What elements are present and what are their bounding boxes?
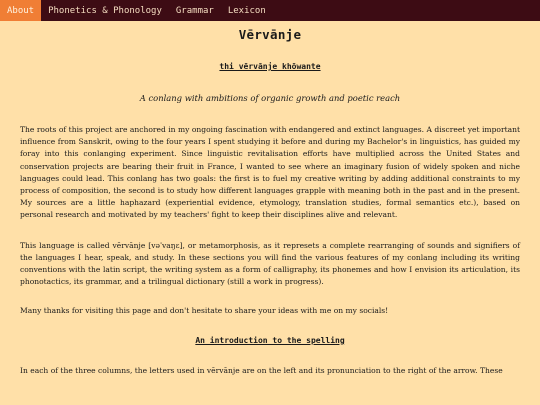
spelling-section-heading: An introduction to the spelling bbox=[195, 335, 345, 345]
main-content bbox=[0, 27, 540, 377]
language-name-paragraph: This language is called vērvānje [vəˈvaŋɛ], or metamorphosis, as it represets a complete rearranging of sounds and signifiers of the languages I hear, speak, and study. In these sections you will find the various features of my conlang including its writing conventions with the latin script, the writing system as a form of calligraphy, its phonemes and how I envision its articulation, its phonotactics, its grammar, and a trilingual dictionary (still a work in progress). bbox=[20, 240, 520, 287]
nav-tab-grammar[interactable]: Grammar bbox=[175, 5, 214, 16]
spelling-intro-paragraph: In each of the three columns, the letters used in vērvānje are on the left and its pronunciation to the right of the arrow. These bbox=[20, 365, 503, 375]
nav-tab-phonetics-phonology[interactable]: Phonetics & Phonology bbox=[48, 5, 162, 16]
top-nav bbox=[0, 0, 540, 21]
thanks-paragraph: Many thanks for visiting this page and don't hesitate to share your ideas with me on my socials! bbox=[20, 306, 389, 316]
tagline: A conlang with ambitions of organic growth and poetic reach bbox=[139, 93, 401, 103]
intro-paragraph: The roots of this project are anchored in my ongoing fascination with endangered and extinct languages. A discreet yet important influence from Sanskrit, owing to the four years I spent studying it before and during my Bachelor's in linguistics, has guided my foray into this conlanging experiment. Since linguistic revitalisation efforts have multiplied across the United States and conservation projects are bearing their fruit in France, I wanted to see where an imaginary fusion of widely spoken and niche languages could lead. This conlang has two goals: the first is to fuel my creative writing by adding additional constraints to my process of composition, the second is to study how different languages grapple with meaning both in the past and in the present. My sources are a little haphazard (experiential evidence, etymology, translation studies, formal semantics etc.), based on personal research and motivated by my teachers' fight to keep their disciplines alive and relevant. bbox=[20, 125, 520, 220]
page-title: Vērvānje bbox=[238, 27, 302, 42]
nav-tab-lexicon[interactable]: Lexicon bbox=[227, 5, 266, 16]
page-subtitle: thi vērvānje khōwante bbox=[219, 62, 321, 71]
nav-tab-about[interactable]: About bbox=[0, 0, 41, 21]
